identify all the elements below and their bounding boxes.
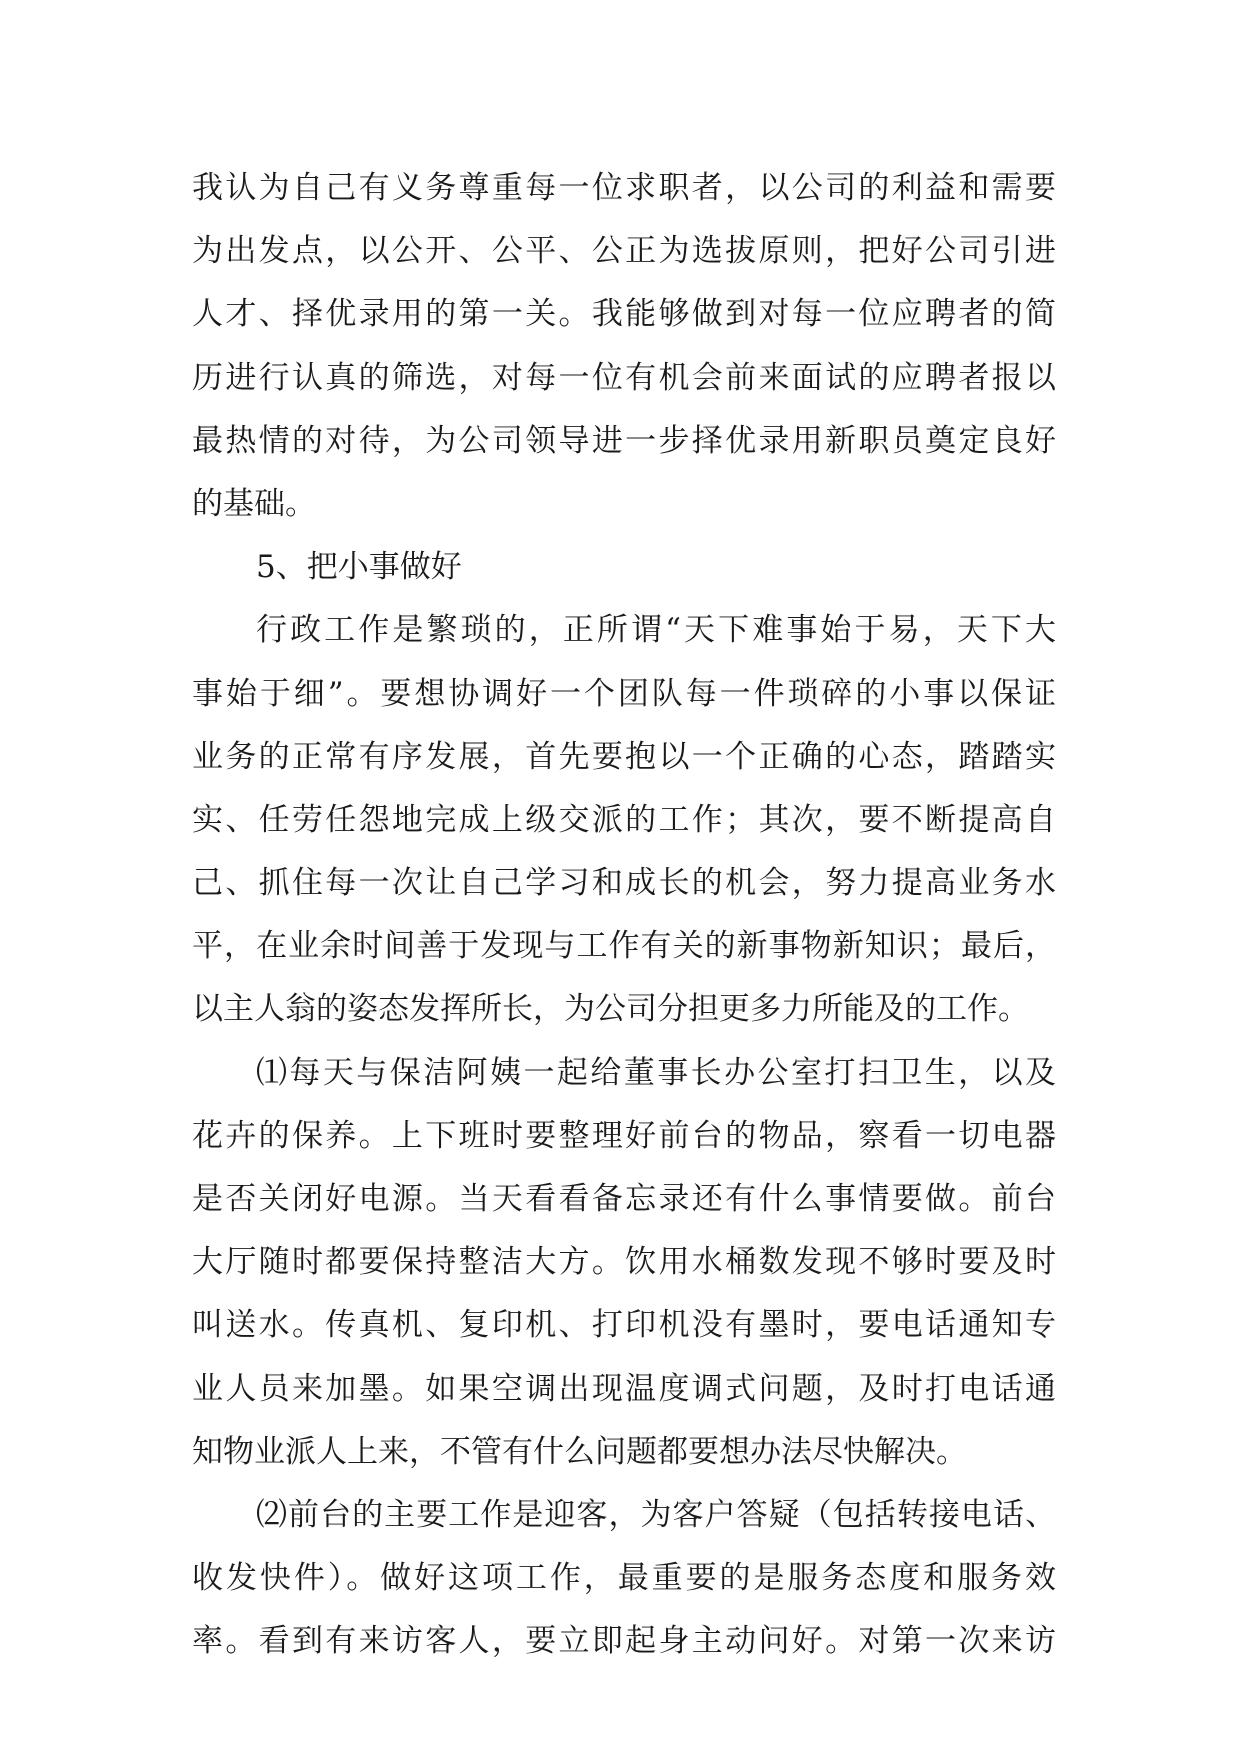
text-line: 知物业派人上来，不管有什么问题都要想办法尽快解决。 [192, 1433, 967, 1470]
text-line: 为出发点，以公开、公平、公正为选拔原则，把好公司引进 [192, 233, 1056, 270]
text-line: 行政工作是繁琐的，正所谓“天下难事始于易，天下大 [256, 612, 1056, 649]
text-line: 平，在业余时间善于发现与工作有关的新事物新知识；最后， [192, 928, 1056, 965]
text-line: 历进行认真的筛选，对每一位有机会前来面试的应聘者报以 [192, 359, 1056, 396]
document-body [192, 157, 1056, 1674]
text-line: 事始于细”。要想协调好一个团队每一件琐碎的小事以保证 [192, 675, 1056, 712]
text-line: 人才、择优录用的第一关。我能够做到对每一位应聘者的简 [192, 296, 1056, 333]
text-line: 花卉的保养。上下班时要整理好前台的物品，察看一切电器 [192, 1117, 1056, 1154]
text-line: 实、任劳任怨地完成上级交派的工作；其次，要不断提高自 [192, 801, 1056, 838]
text-line: ⑴每天与保洁阿姨一起给董事长办公室打扫卫生，以及 [256, 1054, 1056, 1091]
text-line: ⑵前台的主要工作是迎客，为客户答疑（包括转接电话、 [256, 1496, 1056, 1533]
text-line: 叫送水。传真机、复印机、打印机没有墨时，要电话通知专 [192, 1307, 1056, 1344]
text-line: 是否关闭好电源。当天看看备忘录还有什么事情要做。前台 [192, 1181, 1056, 1217]
text-line: 以主人翁的姿态发挥所长，为公司分担更多力所能及的工作。 [192, 991, 1029, 1028]
text-line: 的基础。 [192, 485, 316, 522]
section-heading: 5、把小事做好 [256, 549, 462, 586]
text-line: 大厅随时都要保持整洁大方。饮用水桶数发现不够时要及时 [192, 1244, 1056, 1281]
text-line: 业务的正常有序发展，首先要抱以一个正确的心态，踏踏实 [192, 738, 1056, 775]
text-line: 我认为自己有义务尊重每一位求职者，以公司的利益和需要 [192, 170, 1056, 206]
text-line: 率。看到有来访客人，要立即起身主动问好。对第一次来访 [192, 1623, 1056, 1660]
text-line: 收发快件）。做好这项工作，最重要的是服务态度和服务效 [192, 1560, 1056, 1597]
text-line: 业人员来加墨。如果空调出现温度调式问题，及时打电话通 [192, 1370, 1056, 1407]
text-line: 最热情的对待，为公司领导进一步择优录用新职员奠定良好 [192, 422, 1056, 459]
text-line: 己、抓住每一次让自己学习和成长的机会，努力提高业务水 [192, 865, 1056, 902]
